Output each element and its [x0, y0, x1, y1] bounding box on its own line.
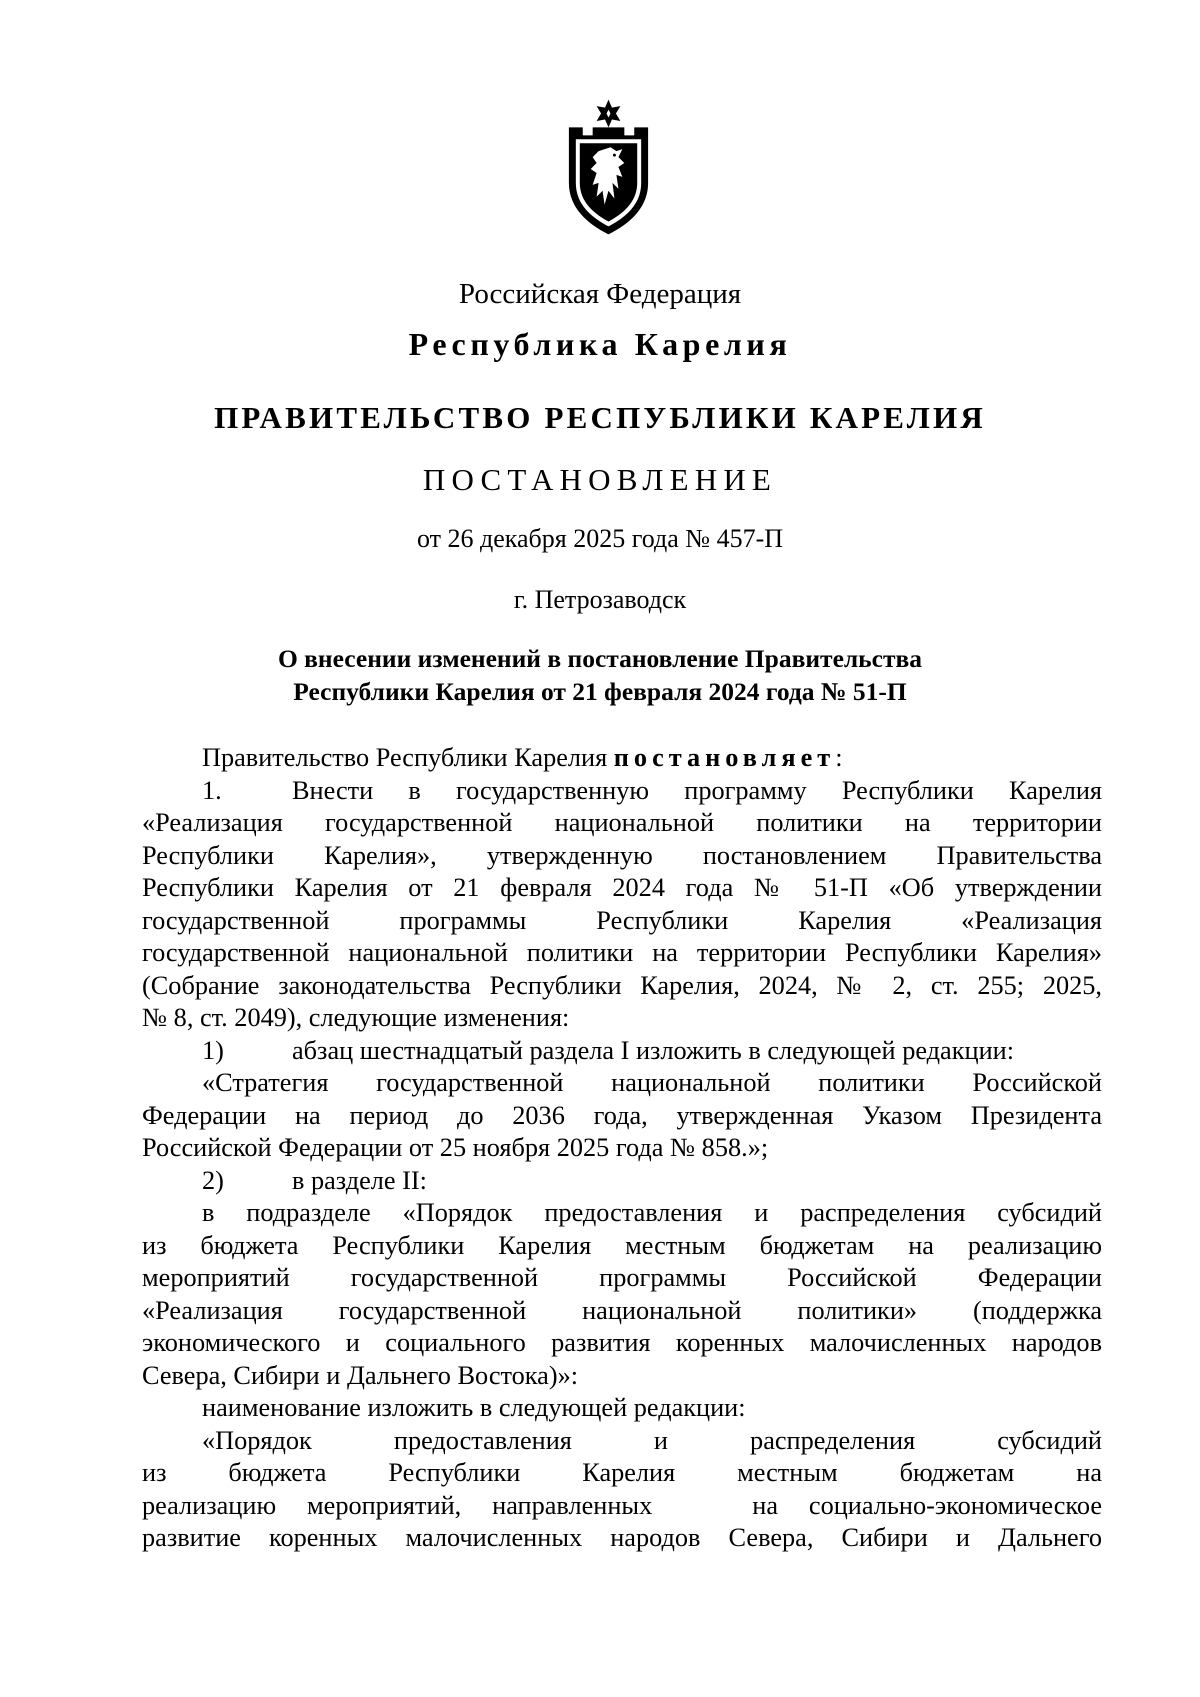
document-title-line: Республики Карелия от 21 февраля 2024 года № 51-П — [293, 677, 907, 706]
country-name: Российская Федерация — [458, 278, 742, 310]
paragraph-line: в подразделе «Порядок предоставления и распределения субсидий — [202, 1198, 1102, 1227]
item-text: Внести в государственную программу Республики Карелия — [292, 775, 1102, 805]
document-type: ПОСТАНОВЛЕНИЕ — [422, 462, 778, 497]
preamble-end: : — [835, 743, 843, 772]
document-date-number: от 26 декабря 2025 года № 457-П — [416, 524, 784, 553]
item-1-line: (Собрание законодательства Республики Карелия, 2024, № 2, ст. 255; 2025, — [142, 970, 1102, 1000]
preamble-verb: постановляет — [613, 743, 836, 772]
subitem-number: 2) — [202, 1165, 224, 1195]
document-body — [142, 742, 1102, 1555]
subitem-text: абзац шестнадцатый раздела I изложить в следующей редакции: — [292, 1035, 1015, 1065]
quote-2-line: из бюджета Республики Карелия местным бюджетам на — [142, 1458, 1102, 1487]
item-1-line: Республики Карелия от 21 февраля 2024 года № 51-П «Об утверждении — [142, 873, 1102, 902]
quote-2-segment: на социально-экономическое — [752, 1490, 1102, 1520]
subitem-number: 1) — [202, 1035, 224, 1065]
quote-1-line: Федерации на период до 2036 года, утвержденная Указом Президента — [142, 1100, 1102, 1130]
coat-of-arms-karelia — [559, 97, 658, 237]
paragraph-line: «Реализация государственной национальной политики» (поддержка — [142, 1295, 1102, 1325]
document-city: г. Петрозаводск — [513, 585, 687, 614]
item-1-line: государственной программы Республики Карелия «Реализация — [142, 905, 1102, 935]
subitem-2 — [142, 1165, 1102, 1198]
item-1-line: «Реализация государственной национальной политики на территории — [142, 808, 1102, 837]
item-1-line: государственной национальной политики на территории Республики Карелия» — [142, 938, 1102, 967]
preamble-text: Правительство Республики Карелия — [202, 743, 608, 772]
item-1-line: № 8, ст. 2049), следующие изменения: — [142, 1003, 570, 1032]
quote-1-line: «Стратегия государственной национальной политики Российской — [202, 1068, 1102, 1097]
paragraph-line: Севера, Сибири и Дальнего Востока)»: — [142, 1360, 579, 1390]
paragraph-line: мероприятий государственной программы Российской Федерации — [142, 1263, 1102, 1292]
quote-1-line: Российской Федерации от 25 ноября 2025 года № 858.»; — [142, 1133, 769, 1162]
preamble — [142, 742, 1102, 775]
republic-name: Республика Карелия — [408, 326, 792, 362]
item-1-line — [142, 775, 1102, 808]
paragraph-line: из бюджета Республики Карелия местным бюджетам на реализацию — [142, 1230, 1102, 1260]
government-name: ПРАВИТЕЛЬСТВО РЕСПУБЛИКИ КАРЕЛИЯ — [214, 400, 986, 435]
document-title-line: О внесении изменений в постановление Правительства — [277, 644, 923, 673]
quote-2-line: развитие коренных малочисленных народов Севера, Сибири и Дальнего — [142, 1523, 1102, 1552]
quote-2-line — [142, 1490, 1102, 1523]
item-number: 1. — [202, 775, 222, 805]
quote-2-segment: реализацию мероприятий, направленных — [142, 1490, 653, 1520]
item-1-line: Республики Карелия», утвержденную постановлением Правительства — [142, 840, 1102, 870]
document-title — [0, 642, 1200, 708]
subitem-1 — [142, 1035, 1102, 1068]
quote-2-line: «Порядок предоставления и распределения субсидий — [202, 1425, 1102, 1455]
name-instruction: наименование изложить в следующей редакции: — [202, 1393, 746, 1422]
paragraph-line: экономического и социального развития коренных малочисленных народов — [142, 1328, 1102, 1357]
subitem-text: в разделе II: — [292, 1165, 427, 1195]
